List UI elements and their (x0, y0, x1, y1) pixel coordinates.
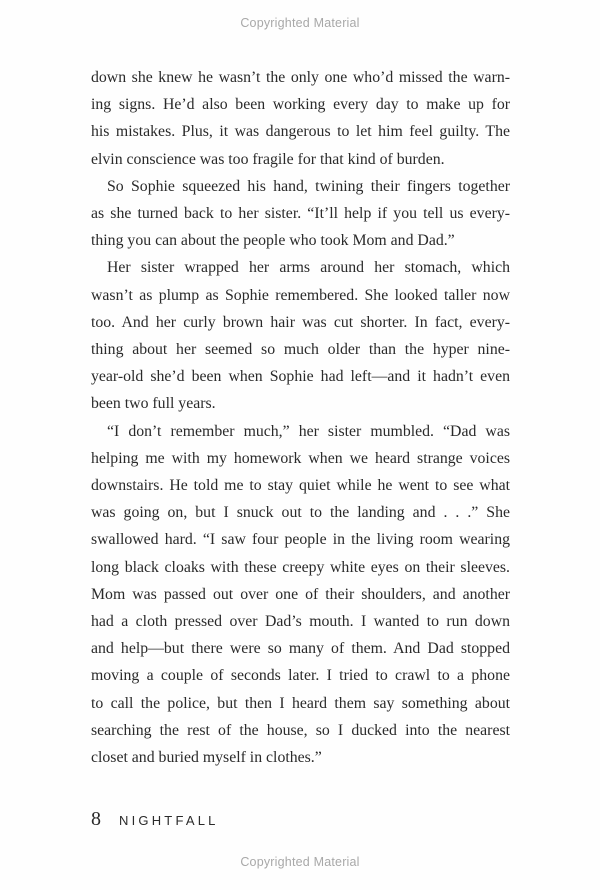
page-number: 8 (91, 808, 101, 830)
text-line: year-old she’d been when Sophie had left—and it hadn’t even (91, 368, 510, 386)
text-line: down she knew he wasn’t the only one who’d missed the warn- (91, 69, 510, 86)
text-line: “I don’t remember much,” her sister mumbled. “Dad was (107, 422, 510, 440)
text-line: elvin conscience was too fragile for that kind of burden. (91, 150, 445, 168)
page-footer (91, 808, 219, 831)
text-line: searching the rest of the house, so I ducked into the nearest (91, 721, 510, 739)
text-line: ing signs. He’d also been working every day to make up for (91, 96, 510, 114)
text-line: been two full years. (91, 395, 216, 413)
copyright-watermark-bottom: Copyrighted Material (240, 855, 360, 869)
text-line: his mistakes. Plus, it was dangerous to let him feel guilty. The (91, 123, 510, 141)
text-line: So Sophie squeezed his hand, twining their fingers together (107, 177, 510, 195)
text-line: to call the police, but then I heard them say something about (91, 694, 510, 712)
text-line: wasn’t as plump as Sophie remembered. She looked taller now (91, 286, 510, 304)
text-line: and help—but there were so many of them. And Dad stopped (91, 640, 510, 658)
text-line: thing about her seemed so much older than the hyper nine- (91, 341, 510, 359)
text-line: long black cloaks with these creepy white eyes on their sleeves. (91, 558, 510, 576)
text-line: helping me with my homework when we heard strange voices (91, 449, 510, 467)
text-line: was going on, but I snuck out to the landing and . . .” She (91, 504, 510, 522)
text-line: moving a couple of seconds later. I tried to crawl to a phone (91, 667, 510, 685)
text-line: had a cloth pressed over Dad’s mouth. I wanted to run down (91, 613, 510, 631)
text-line: as she turned back to her sister. “It’ll help if you tell us every- (91, 205, 510, 223)
text-line: too. And her curly brown hair was cut shorter. In fact, every- (91, 313, 510, 331)
text-line: thing you can about the people who took Mom and Dad.” (91, 232, 455, 250)
text-line: closet and buried myself in clothes.” (91, 749, 322, 767)
text-line: swallowed hard. “I saw four people in the living room wearing (91, 531, 510, 549)
running-title: NIGHTFALL (119, 813, 219, 828)
text-line: Mom was passed out over one of their shoulders, and another (91, 585, 510, 603)
copyright-watermark-top: Copyrighted Material (240, 16, 360, 30)
page-body-text (91, 64, 510, 771)
text-line: Her sister wrapped her arms around her stomach, which (107, 259, 510, 277)
text-line: downstairs. He told me to stay quiet while he went to see what (91, 477, 510, 495)
